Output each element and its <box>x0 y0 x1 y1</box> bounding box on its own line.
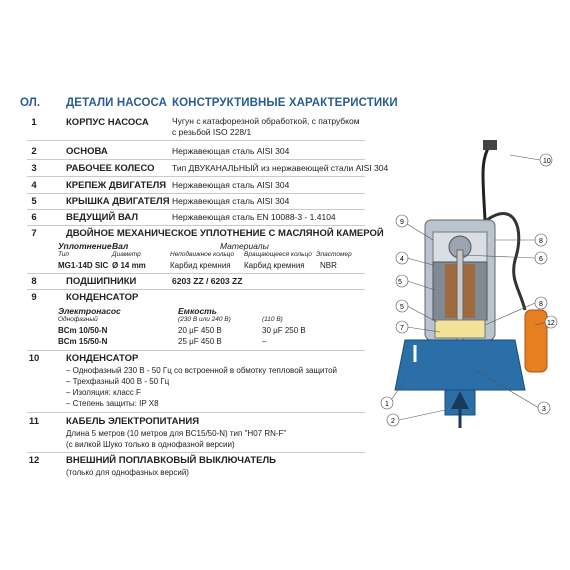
header-specs: КОНСТРУКТИВНЫЕ ХАРАКТЕРИСТИКИ <box>172 97 398 109</box>
row-num: 8 <box>31 276 37 287</box>
row-name: ВНЕШНИЙ ПОПЛАВКОВЫЙ ВЫКЛЮЧАТЕЛЬ <box>66 455 277 466</box>
divider <box>27 225 365 226</box>
row-name: ВЕДУЩИЙ ВАЛ <box>66 212 138 223</box>
row-num: 10 <box>28 353 40 364</box>
cap-value-230: 20 μF 450 В <box>178 326 222 335</box>
row-num: 1 <box>31 117 37 128</box>
row-num: 2 <box>31 146 37 157</box>
divider <box>27 209 365 210</box>
cap-model: BCm 10/50-N <box>58 326 108 335</box>
divider <box>27 159 365 160</box>
elastomer-material: NBR <box>320 261 337 270</box>
callout-11 <box>510 154 552 166</box>
svg-text:1: 1 <box>385 401 389 408</box>
row-num: 6 <box>31 212 37 223</box>
svg-text:7: 7 <box>400 325 404 332</box>
float-switch <box>525 310 547 372</box>
motor-line: – Трехфазный 400 В - 50 Гц <box>66 377 170 386</box>
row-num: 11 <box>28 416 40 427</box>
oil-chamber <box>435 320 485 338</box>
seal-header: Уплотнение <box>58 241 112 251</box>
motor-line: – Изоляция: класс F <box>66 388 141 397</box>
cap-value-110: – <box>262 337 267 346</box>
callout-8 <box>495 234 547 246</box>
header-parts: ДЕТАЛИ НАСОСА <box>66 97 168 109</box>
capacity-sub-230: (230 В или 240 В) <box>178 316 231 323</box>
header-ol: ОЛ. <box>20 97 41 109</box>
row-name: КОНДЕНСАТОР <box>66 292 139 303</box>
divider <box>27 193 365 194</box>
motor-line: – Однофазный 230 В - 50 Гц со встроенной в обмотку тепловой защитой <box>66 366 338 375</box>
row-num: 9 <box>31 292 37 303</box>
row-desc: (только для однофазных версий) <box>66 468 189 477</box>
capacity-header: Емкость <box>178 306 217 316</box>
row-desc: с резьбой ISO 228/1 <box>172 127 252 137</box>
cap-value-110: 30 μF 250 В <box>262 326 306 335</box>
svg-text:5: 5 <box>398 279 402 286</box>
shaft-sub: Диаметр <box>112 251 141 258</box>
row-name: КОНДЕНСАТОР <box>66 353 139 364</box>
divider <box>27 412 365 413</box>
callout-2 <box>387 410 445 426</box>
svg-text:9: 9 <box>400 219 404 226</box>
elastomer-header: Эластомер <box>316 251 352 258</box>
row-desc: Чугун с катафорезной обработкой, с патрубком <box>172 116 360 126</box>
row-name: КРЫШКА ДВИГАТЕЛЯ <box>66 196 170 207</box>
divider <box>27 452 365 453</box>
fixed-ring-header: Неподвижное кольцо <box>170 251 235 258</box>
row-name: КОРПУС НАСОСА <box>66 117 149 128</box>
divider <box>27 140 365 141</box>
cap-model: BCm 15/50-N <box>58 337 108 346</box>
shaft-diameter: Ø 14 mm <box>112 261 146 270</box>
svg-text:8: 8 <box>539 238 543 245</box>
cap-value-230: 25 μF 450 В <box>178 337 222 346</box>
svg-text:6: 6 <box>539 256 543 263</box>
materials-header: Материалы <box>220 241 269 251</box>
divider <box>27 176 365 177</box>
row-name: ПОДШИПНИКИ <box>66 276 137 287</box>
row-name: КАБЕЛЬ ЭЛЕКТРОПИТАНИЯ <box>66 416 200 427</box>
svg-text:8: 8 <box>539 301 543 308</box>
pump-sub: Однофазный <box>58 316 98 323</box>
row-desc: Нержавеющая сталь AISI 304 <box>172 180 290 190</box>
capacity-sub-110: (110 В) <box>262 316 283 323</box>
svg-text:2: 2 <box>391 418 395 425</box>
shaft-header: Вал <box>112 241 129 251</box>
row-name: ДВОЙНОЕ МЕХАНИЧЕСКОЕ УПЛОТНЕНИЕ С МАСЛЯНОЙ КАМЕРОЙ <box>66 228 384 239</box>
svg-text:4: 4 <box>400 256 404 263</box>
row-desc: Нержавеющая сталь AISI 304 <box>172 146 290 156</box>
svg-text:10: 10 <box>543 158 551 165</box>
row-name: ОСНОВА <box>66 146 108 157</box>
svg-text:5: 5 <box>400 304 404 311</box>
row-name: КРЕПЕЖ ДВИГАТЕЛЯ <box>66 180 167 191</box>
row-desc: Тип ДВУКАНАЛЬНЫЙ из нержавеющей стали AISI 304 <box>172 163 389 173</box>
pump-cutaway-diagram <box>375 140 565 440</box>
plug-icon <box>483 140 497 150</box>
row-num: 3 <box>31 163 37 174</box>
divider <box>27 273 365 274</box>
row-num: 4 <box>31 180 37 191</box>
rotating-ring-header: Вращающееся кольцо <box>244 251 312 258</box>
row-desc: Нержавеющая сталь AISI 304 <box>172 196 290 206</box>
svg-text:12: 12 <box>547 320 555 327</box>
svg-text:3: 3 <box>542 406 546 413</box>
pump-header: Электронасос <box>58 306 121 316</box>
cable-line: Длина 5 метров (10 метров для BC15/50-N) тип "H07 RN-F" <box>66 429 287 438</box>
row-desc: 6203 ZZ / 6203 ZZ <box>172 276 243 286</box>
seal-sub: Тип <box>58 251 69 258</box>
rotating-ring-material: Карбид кремния <box>244 261 305 270</box>
row-num: 7 <box>31 228 37 239</box>
seal-type: MG1-14D SIC <box>58 261 109 270</box>
divider <box>27 289 365 290</box>
fixed-ring-material: Карбид кремния <box>170 261 231 270</box>
row-num: 12 <box>28 455 40 466</box>
row-name: РАБОЧЕЕ КОЛЕСО <box>66 163 155 174</box>
cable-line: (с вилкой Шуко только в однофазной версии) <box>66 440 235 449</box>
motor-line: – Степень защиты: IP X8 <box>66 399 159 408</box>
row-desc: Нержавеющая сталь EN 10088-3 - 1.4104 <box>172 212 336 222</box>
power-cable <box>483 145 490 220</box>
row-num: 5 <box>31 196 37 207</box>
divider <box>27 350 365 351</box>
